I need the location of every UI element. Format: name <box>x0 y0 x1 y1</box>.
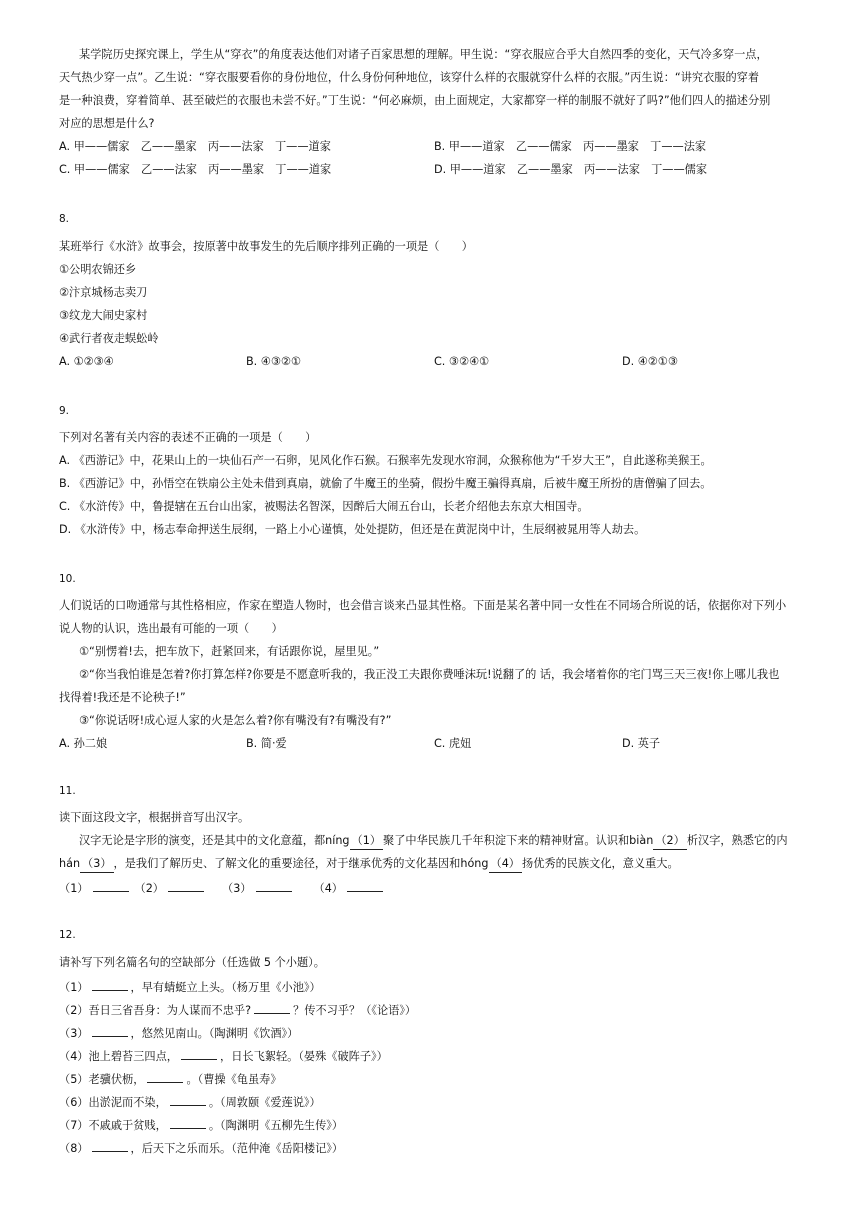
q7-option-b[interactable]: B. 甲——道家 乙——儒家 丙——墨家 丁——法家 <box>434 140 707 153</box>
q8-stem: 某班举行《水浒》故事会，按原著中故事发生的先后顺序排列正确的一项是（ ） <box>59 240 473 253</box>
q12-item-5-field[interactable] <box>147 1070 183 1083</box>
q8-item-2: ②汴京城杨志卖刀 <box>59 286 148 299</box>
q12-item-6 <box>59 1093 321 1111</box>
q11-answer-label-3: （3） <box>222 882 252 895</box>
q8-number: 8. <box>59 213 70 225</box>
q7-option-c[interactable]: C. 甲——儒家 乙——法家 丙——墨家 丁——道家 <box>59 163 332 176</box>
q12-item-8-post: ，后天下之乐而乐。（范仲淹《岳阳楼记》） <box>130 1142 344 1155</box>
q12-item-7 <box>59 1116 343 1134</box>
q12-item-2 <box>59 1001 416 1019</box>
q12-item-6-field[interactable] <box>170 1093 206 1106</box>
q10-stem-line-1: 人们说话的口吻通常与其性格相应，作家在塑造人物时，也会借言谈来凸显其性格。下面是某名著中同一女性在不同场合所说的话，依据你对下列小 <box>59 599 787 612</box>
q11-text: 聚了中华民族几千年积淀下来的精神财富。认识和biàn <box>383 834 654 847</box>
q12-item-7-post: 。（陶渊明《五柳先生传》） <box>208 1119 344 1132</box>
q11-blank-3-marker: （3） <box>80 856 114 873</box>
q12-item-6-post: 。（周敦颐《爱莲说》） <box>208 1096 321 1109</box>
q10-option-d[interactable]: D. 英子 <box>622 737 661 750</box>
q11-answer-field-1[interactable] <box>93 879 129 892</box>
q10-option-a[interactable]: A. 孙二娘 <box>59 737 108 750</box>
q11-answer-label-2: （2） <box>134 882 164 895</box>
q12-item-5-pre: （5）老骥伏枥， <box>59 1073 145 1086</box>
q12-item-3-field[interactable] <box>92 1024 128 1037</box>
q10-quote-2-line-2: 找得着!我还是不论秧子!” <box>59 691 186 704</box>
q12-item-1-post: ，早有蜻蜓立上头。（杨万里《小池》） <box>130 981 321 994</box>
q9-option-a[interactable]: A. 《西游记》中，花果山上的一块仙石产一石卵，见风化作石猴。石猴率先发现水帘洞，众猴称他为“千岁大王”，自此遂称美猴王。 <box>59 454 712 467</box>
q12-item-3-pre: （3） <box>59 1027 89 1040</box>
q11-stem: 读下面这段文字，根据拼音写出汉字。 <box>59 811 250 824</box>
q8-option-b[interactable]: B. ④③②① <box>246 355 301 368</box>
q8-item-1: ①公明农锦还乡 <box>59 263 137 276</box>
q12-item-3-post: ，悠然见南山。（陶渊明《饮酒》） <box>130 1027 299 1040</box>
q11-answer-field-4[interactable] <box>347 879 383 892</box>
q10-quote-3: ③“你说话呀!成心逗人家的火是怎么着?你有嘴没有?有嘴没有?” <box>79 714 392 727</box>
q12-item-6-pre: （6）出淤泥而不染， <box>59 1096 167 1109</box>
q10-quote-2-line-1: ②“你当我怕谁是怎着?你打算怎样?你要是不愿意听我的，我正没工夫跟你费唾沫玩!说翻了的 话，我会堵着你的宅门骂三天三夜!你上哪儿我也 <box>79 668 780 681</box>
q7-stem-line-4: 对应的思想是什么? <box>59 117 155 130</box>
q12-item-7-field[interactable] <box>170 1116 206 1129</box>
q12-item-4-pre: （4）池上碧苔三四点， <box>59 1050 178 1063</box>
q7-stem-line-1: 某学院历史探究课上，学生从“穿衣”的角度表达他们对诸子百家思想的理解。甲生说：“穿衣服应合乎大自然四季的变化，天气冷多穿一点， <box>79 48 768 61</box>
q11-answer-label-1: （1） <box>59 882 89 895</box>
q7-stem-line-2: 天气热少穿一点”。乙生说：“穿衣服要看你的身份地位，什么身份何种地位，该穿什么样的衣服就穿什么样的衣服。”丙生说：“讲究衣服的穿着 <box>59 71 760 84</box>
q11-blank-4-marker: （4） <box>489 856 523 873</box>
q11-answer-field-3[interactable] <box>256 879 292 892</box>
q9-option-d[interactable]: D. 《水浒传》中，杨志奉命押送生辰纲，一路上小心谨慎，处处提防，但还是在黄泥岗中计，生辰纲被晁用等人劫去。 <box>59 523 646 536</box>
q11-passage-line-1 <box>79 833 788 850</box>
q12-item-7-pre: （7）不戚戚于贫贱， <box>59 1119 167 1132</box>
q10-stem-line-2: 说人物的认识，选出最有可能的一项（ ） <box>59 622 283 635</box>
q8-item-4: ④武行者夜走蜈蚣岭 <box>59 332 159 345</box>
q12-item-4-field[interactable] <box>181 1047 217 1060</box>
q10-quote-1: ①“别愣着!去，把车放下，赶紧回来，有话跟你说，屋里见。” <box>79 645 380 658</box>
q12-item-2-post: ？传不习乎？（《论语》） <box>293 1004 417 1017</box>
q11-text: hán <box>59 857 81 870</box>
q12-item-5-post: 。（曹操《龟虽寿》 <box>186 1073 282 1086</box>
q12-item-5 <box>59 1070 282 1088</box>
q7-option-a[interactable]: A. 甲——儒家 乙——墨家 丙——法家 丁——道家 <box>59 140 331 153</box>
q12-item-4 <box>59 1047 388 1065</box>
q10-option-c[interactable]: C. 虎妞 <box>434 737 472 750</box>
q11-text: 汉字无论是字形的演变，还是其中的文化意蕴，都níng <box>79 834 350 847</box>
q12-item-2-field[interactable] <box>254 1001 290 1014</box>
q7-option-d[interactable]: D. 甲——道家 乙——墨家 丙——法家 丁——儒家 <box>434 163 708 176</box>
q9-stem: 下列对名著有关内容的表述不正确的一项是（ ） <box>59 431 317 444</box>
q11-blank-1-marker: （1） <box>350 833 384 850</box>
q12-item-2-pre: （2）吾日三省吾身：为人谋而不忠乎? <box>59 1004 252 1017</box>
q11-answer-row <box>59 879 383 897</box>
q12-item-8 <box>59 1139 343 1157</box>
q11-passage-line-2 <box>59 856 679 873</box>
q11-blank-2-marker: （2） <box>653 833 687 850</box>
q8-item-3: ③纹龙大闹史家村 <box>59 309 148 322</box>
q12-item-8-pre: （8） <box>59 1142 89 1155</box>
q12-stem: 请补写下列名篇名句的空缺部分（任选做 5 个小题）。 <box>59 956 325 969</box>
q12-item-8-field[interactable] <box>92 1139 128 1152</box>
q8-option-d[interactable]: D. ④②①③ <box>622 355 678 368</box>
q8-option-a[interactable]: A. ①②③④ <box>59 355 114 368</box>
q12-item-1 <box>59 978 321 996</box>
q11-text: 析汉字，熟悉它的内 <box>686 834 788 847</box>
q9-option-c[interactable]: C. 《水浒传》中，鲁提辖在五台山出家，被赐法名智深，因醉后大闹五台山，长老介绍他去东京大相国寺。 <box>59 500 589 513</box>
q12-item-1-pre: （1） <box>59 981 89 994</box>
q11-answer-label-4: （4） <box>313 882 343 895</box>
q11-text: ，是我们了解历史、了解文化的重要途径，对于继承优秀的文化基因和hóng <box>113 857 489 870</box>
q11-number: 11. <box>59 785 76 797</box>
q12-number: 12. <box>59 929 76 941</box>
q10-option-b[interactable]: B. 简·爱 <box>246 737 287 750</box>
q12-item-3 <box>59 1024 298 1042</box>
q7-stem-line-3: 是一种浪费，穿着简单、甚至破烂的衣服也未尝不好。”丁生说：“何必麻烦，由上面规定，大家都穿一样的制服不就好了吗?”他们四人的描述分别 <box>59 94 771 107</box>
q9-number: 9. <box>59 405 70 417</box>
q12-item-1-field[interactable] <box>92 978 128 991</box>
q11-answer-field-2[interactable] <box>168 879 204 892</box>
q8-option-c[interactable]: C. ③②④① <box>434 355 490 368</box>
q12-item-4-post: ，日长飞絮轻。（晏殊《破阵子》） <box>220 1050 388 1063</box>
q9-option-b[interactable]: B. 《西游记》中，孙悟空在铁扇公主处未借到真扇，就偷了牛魔王的坐骑，假扮牛魔王骗得真扇，后被牛魔王所扮的唐僧骗了回去。 <box>59 477 712 490</box>
q10-number: 10. <box>59 573 76 585</box>
q11-text: 扬优秀的民族文化，意义重大。 <box>522 857 679 870</box>
